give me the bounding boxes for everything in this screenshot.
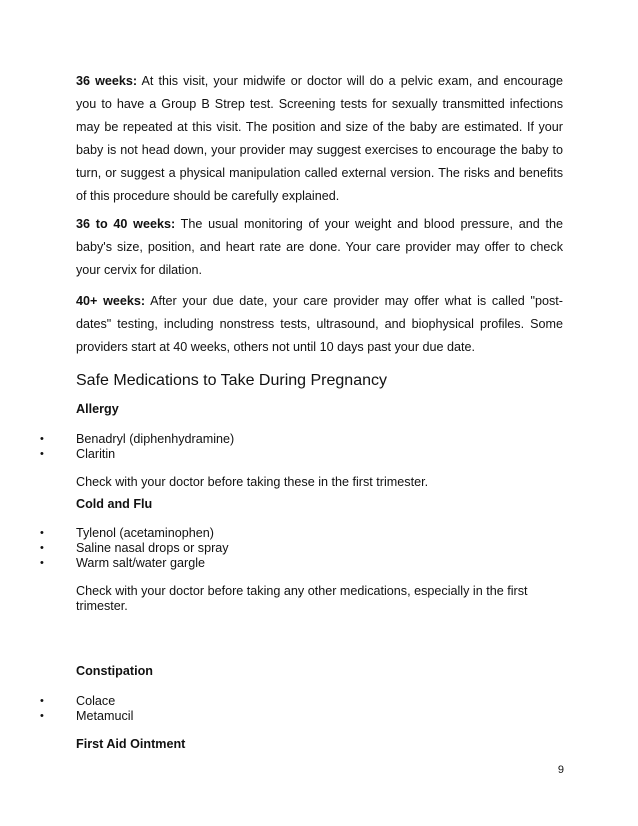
list-item bbox=[0, 526, 229, 541]
list-item-text: Benadryl (diphenhydramine) bbox=[76, 432, 235, 446]
allergy-note: Check with your doctor before taking these in the first trimester. bbox=[76, 475, 429, 489]
list-item bbox=[0, 556, 229, 571]
list-item bbox=[0, 432, 234, 447]
list-item bbox=[0, 447, 234, 462]
list-item-text: Tylenol (acetaminophen) bbox=[76, 526, 214, 540]
list-item bbox=[0, 709, 133, 724]
bullet-icon: • bbox=[40, 710, 44, 722]
paragraph-36-to-40-weeks bbox=[76, 213, 563, 282]
allergy-list bbox=[0, 432, 234, 462]
paragraph-label: 40+ weeks: bbox=[76, 294, 146, 308]
subheading-first-aid-ointment: First Aid Ointment bbox=[76, 737, 186, 751]
subheading-allergy: Allergy bbox=[76, 402, 119, 416]
paragraph-label: 36 weeks: bbox=[76, 74, 138, 88]
list-item-text: Saline nasal drops or spray bbox=[76, 541, 229, 555]
bullet-icon: • bbox=[40, 557, 44, 569]
list-item-text: Claritin bbox=[76, 447, 116, 461]
paragraph-text: At this visit, your midwife or doctor will do a pelvic exam, and encourage you to have a Group B Strep test. Screening tests for sexually transmitted infections may be repeated at this visit. The position and size of the baby are estimated. If your baby is not head down, your provider may suggest exercises to encourage the baby to turn, or suggest a physical manipulation called external version. The risks and benefits of this procedure should be carefully explained. bbox=[76, 74, 563, 203]
bullet-icon: • bbox=[40, 527, 44, 539]
subheading-constipation: Constipation bbox=[76, 664, 153, 678]
bullet-icon: • bbox=[40, 542, 44, 554]
cold-flu-note: Check with your doctor before taking any other medications, especially in the first trimester. bbox=[76, 584, 528, 613]
paragraph-text: The usual monitoring of your weight and blood pressure, and the baby's size, position, and heart rate are done. Your care provider may offer to check your cervix for dilation. bbox=[76, 217, 563, 277]
subheading-cold-and-flu: Cold and Flu bbox=[76, 497, 153, 511]
list-item-text: Warm salt/water gargle bbox=[76, 556, 206, 570]
list-item-text: Colace bbox=[76, 694, 116, 708]
paragraph-label: 36 to 40 weeks: bbox=[76, 217, 176, 231]
paragraph-text: After your due date, your care provider may offer what is called "post-dates" testing, including nonstress tests, ultrasound, and biophysical profiles. Some providers start at 40 weeks, others not until 10 days past your due date. bbox=[76, 294, 563, 354]
bullet-icon: • bbox=[40, 448, 44, 460]
section-title: Safe Medications to Take During Pregnancy bbox=[76, 372, 387, 389]
paragraph-40-plus-weeks bbox=[76, 290, 563, 359]
paragraph-36-weeks bbox=[76, 70, 563, 208]
bullet-icon: • bbox=[40, 695, 44, 707]
list-item bbox=[0, 694, 133, 709]
cold-flu-list bbox=[0, 526, 229, 571]
constipation-list bbox=[0, 694, 133, 724]
page-number: 9 bbox=[557, 764, 564, 776]
list-item-text: Metamucil bbox=[76, 709, 134, 723]
list-item bbox=[0, 541, 229, 556]
bullet-icon: • bbox=[40, 433, 44, 445]
